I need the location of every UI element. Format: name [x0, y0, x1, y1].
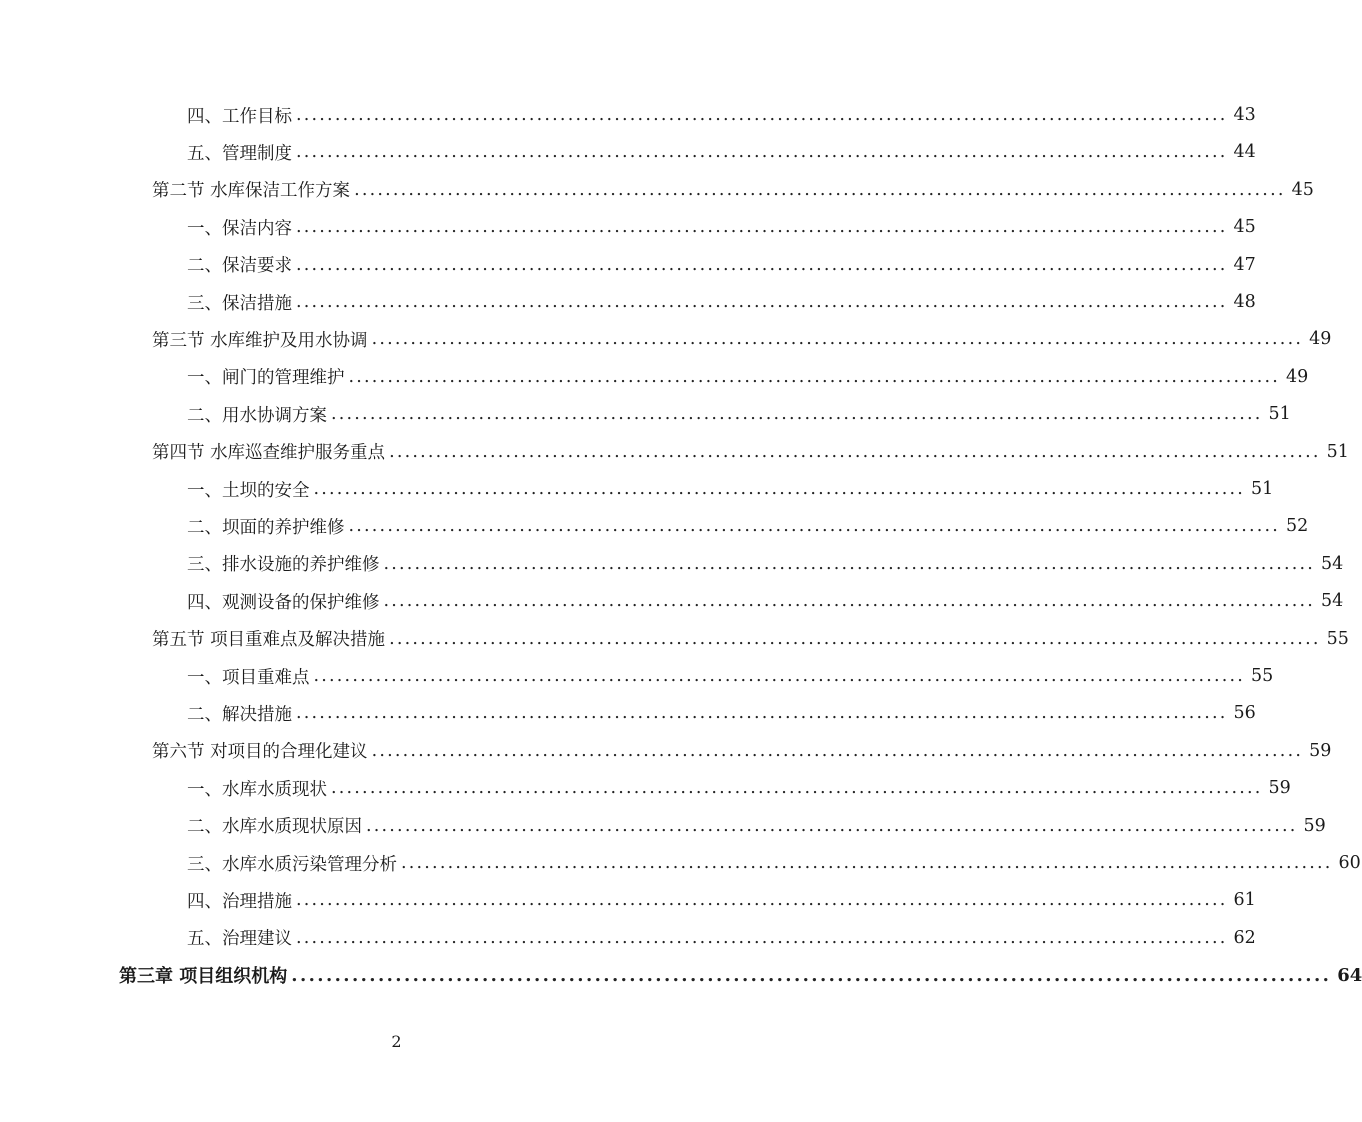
toc-entry-label: 第三章 项目组织机构 — [119, 966, 288, 988]
toc-leader-dots: ........................................................................................................................ — [313, 479, 1246, 499]
toc-entry-label: 二、用水协调方案 — [187, 405, 327, 426]
toc-entry-item[interactable] — [187, 698, 1256, 728]
toc-leader-dots: ........................................................................................................................ — [296, 703, 1228, 724]
page-number: 2 — [391, 1032, 402, 1051]
toc-entry-label: 二、保洁要求 — [187, 256, 292, 277]
toc-entry-page: 56 — [1233, 703, 1256, 724]
toc-entry-item[interactable] — [187, 661, 1274, 691]
toc-entry-label: 第六节 对项目的合理化建议 — [152, 742, 368, 763]
toc-entry-page: 54 — [1321, 591, 1344, 612]
toc-entry-item[interactable] — [187, 511, 1309, 541]
toc-entry-label: 二、解决措施 — [187, 704, 292, 725]
toc-entry-label: 四、工作目标 — [187, 106, 292, 127]
toc-entry-label: 第二节 水库保洁工作方案 — [152, 181, 351, 202]
toc-leader-dots: ........................................................................................................................ — [313, 666, 1246, 686]
toc-leader-dots: ........................................................................................................................ — [296, 142, 1228, 163]
toc-leader-dots: ........................................................................................................................ — [389, 441, 1321, 462]
toc-entry-label: 五、管理制度 — [187, 143, 292, 164]
toc-leader-dots: ........................................................................................................................ — [389, 628, 1321, 649]
toc-entry-item[interactable] — [187, 586, 1344, 616]
toc-entry-page: 47 — [1233, 254, 1256, 275]
toc-entry-item[interactable] — [187, 287, 1256, 317]
toc-leader-dots: ........................................................................................................................ — [296, 254, 1228, 275]
toc-leader-dots: ........................................................................................................................ — [296, 292, 1228, 312]
toc-entry-label: 四、观测设备的保护维修 — [187, 592, 380, 613]
toc-entry-section[interactable] — [152, 175, 1314, 205]
toc-entry-page: 44 — [1233, 142, 1256, 163]
toc-entry-item[interactable] — [187, 212, 1256, 242]
toc-entry-item[interactable] — [187, 773, 1291, 803]
toc-entry-label: 第四节 水库巡查维护服务重点 — [152, 443, 386, 464]
toc-entry-label: 第五节 项目重难点及解决措施 — [152, 630, 386, 651]
toc-entry-item[interactable] — [187, 250, 1256, 280]
toc-entry-page: 52 — [1286, 516, 1309, 537]
toc-entry-page: 51 — [1251, 479, 1274, 499]
toc-entry-label: 一、土坝的安全 — [187, 480, 310, 501]
toc-entry-page: 49 — [1286, 366, 1309, 387]
toc-leader-dots: ........................................................................................................................ — [401, 853, 1333, 873]
toc-entry-page: 55 — [1326, 628, 1349, 649]
toc-entry-item[interactable] — [187, 811, 1326, 841]
toc-entry-page: 45 — [1291, 179, 1314, 200]
toc-entry-label: 四、治理措施 — [187, 891, 292, 912]
toc-entry-page: 51 — [1268, 404, 1291, 425]
toc-entry-page: 61 — [1233, 890, 1256, 911]
toc-entry-item[interactable] — [187, 399, 1291, 429]
toc-leader-dots: ........................................................................................................................ — [348, 366, 1281, 387]
toc-entry-page: 48 — [1233, 292, 1256, 312]
toc-entry-item[interactable] — [187, 923, 1256, 953]
toc-entry-label: 一、水库水质现状 — [187, 779, 327, 800]
toc-leader-dots: ........................................................................................................................ — [296, 927, 1228, 948]
toc-entry-label: 二、坝面的养护维修 — [187, 517, 345, 538]
toc-entry-label: 一、闸门的管理维护 — [187, 368, 345, 389]
toc-leader-dots: ........................................................................................................................ — [296, 890, 1228, 911]
toc-leader-dots: ........................................................................................................................ — [348, 516, 1281, 537]
toc-entry-page: 59 — [1303, 815, 1326, 836]
toc-entry-label: 第三节 水库维护及用水协调 — [152, 330, 368, 351]
toc-leader-dots: ........................................................................................................................ — [383, 591, 1316, 612]
toc-entry-page: 59 — [1309, 740, 1332, 761]
toc-entry-item[interactable] — [187, 137, 1256, 167]
toc-leader-dots: ........................................................................................................................ — [331, 778, 1263, 799]
toc-entry-page: 43 — [1233, 105, 1256, 125]
toc-entry-label: 二、水库水质现状原因 — [187, 817, 362, 838]
toc-entry-label: 三、排水设施的养护维修 — [187, 555, 380, 576]
toc-entry-item[interactable] — [187, 848, 1361, 878]
toc-entry-section[interactable] — [152, 624, 1349, 654]
toc-entry-label: 一、项目重难点 — [187, 667, 310, 688]
toc-entry-item[interactable] — [187, 549, 1344, 579]
toc-leader-dots: ........................................................................................................................ — [331, 404, 1263, 425]
toc-leader-dots: ........................................................................................................................ — [296, 217, 1228, 238]
toc-entry-page: 59 — [1268, 778, 1291, 799]
toc-entry-item[interactable] — [187, 885, 1256, 915]
toc-entry-label: 三、水库水质污染管理分析 — [187, 854, 397, 875]
toc-entry-label: 三、保洁措施 — [187, 293, 292, 314]
toc-entry-label: 五、治理建议 — [187, 929, 292, 950]
toc-entry-page: 49 — [1309, 329, 1332, 350]
toc-entry-item[interactable] — [187, 362, 1309, 392]
toc-entry-page: 51 — [1326, 441, 1349, 462]
toc-entry-page: 45 — [1233, 217, 1256, 238]
toc-entry-section[interactable] — [152, 324, 1332, 354]
toc-entry-item[interactable] — [187, 100, 1256, 130]
toc-leader-dots: ........................................................................................................................ — [383, 553, 1316, 574]
toc-entry-section[interactable] — [152, 736, 1332, 766]
toc-leader-dots: ........................................................................................................................ — [296, 105, 1228, 125]
toc-entry-item[interactable] — [187, 474, 1274, 504]
toc-leader-dots: ........................................................................................................................ — [371, 329, 1304, 350]
toc-entry-page: 60 — [1338, 853, 1361, 873]
toc-entry-page: 64 — [1337, 964, 1362, 986]
toc-entry-chapter[interactable] — [119, 960, 1362, 990]
toc-leader-dots: ........................................................................................................................ — [291, 964, 1332, 986]
toc-entry-page: 54 — [1321, 553, 1344, 574]
toc-entry-page: 55 — [1251, 666, 1274, 686]
toc-entry-page: 62 — [1233, 927, 1256, 948]
toc-leader-dots: ........................................................................................................................ — [366, 815, 1298, 836]
toc-entry-section[interactable] — [152, 437, 1349, 467]
toc-leader-dots: ........................................................................................................................ — [354, 179, 1286, 200]
toc-entry-label: 一、保洁内容 — [187, 218, 292, 239]
toc-leader-dots: ........................................................................................................................ — [371, 740, 1304, 761]
